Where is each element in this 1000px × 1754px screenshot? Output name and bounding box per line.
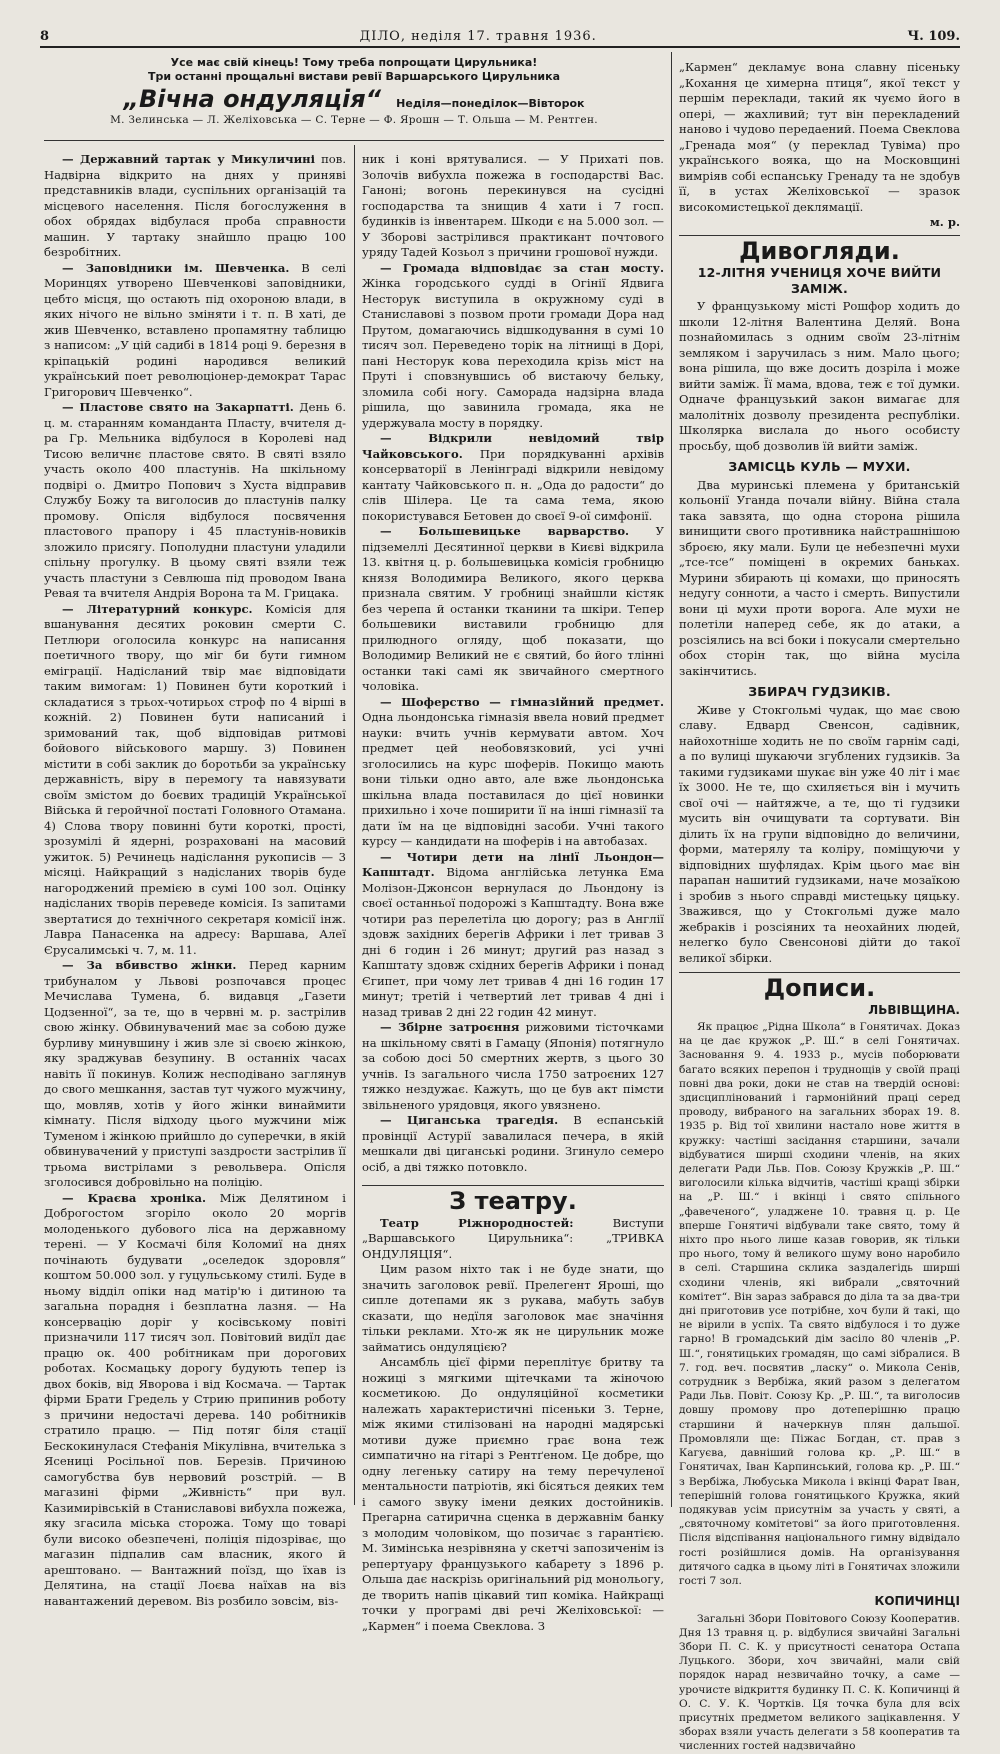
- news-item: — Большевицьке варварство. У підземеллі Десятинної церкви в Києві відкрила 13. квітня ц. р. большевицька комісія гробницю князя Володимира Великого, якого церква признала святим. У гробниці знайшли кістяк без черепа й останки тканини та шкіри. Тепер большевики виставили гробницю для прилюдного огляду, щоб показати, що Володимир Великий не є святий, бо його тлінні останки такі самі як звичайного смертного чоловіка.: [362, 524, 664, 693]
- news-item: — Краєва хроніка. Між Делятином і Доброгостом згоріло около 20 моргів молоденького дубового ліса на державному терені. — У Космачі біля Коломиї на днях почінають будувати „оселедок здоровля“ коштом 50.000 зол. у гуцульському стилі. Буде в ньому відділ опіки над матір'ю і дитиною та загальна порадня і безплатна лазня. — На консервацію доріг у косівському повіті призначили 117 тисяч зол. Повітовий видїл дає працю ок. 400 робітникам при дорогових роботах. Космацьку дорогу будують тепер із двох боків, від Яворова і від Космача. — Тартак фірми Брати Гредель у Стрию припинив роботу з причини недостачі дерева. 140 робітників стратило працю. — Під потяг біля стації Бескокинулася Стефанія Мікулівна, вчителька з Ясениці Росільної пов. Березів. Причиною самогубства був нервовий розстрій. — В магазині фірми „Живність“ при вул. Казимирівській в Станиславові вибухла пожежа, яку згасила міська сторожа. Тому що товарі були високо обезпечені, поліція підозріває, що магазин підпалив сам власник, якого й арештовано. — Вантажний поїзд, що їхав із Делятина, на стації Лоєва наїхав на віз навантажений деревом. Віз розбило зовсім, віз-: [44, 1190, 347, 1608]
- news-item: — Літературний конкурс. Комісія для вшанування десятих роковин смерти С. Петлюри оголосила конкурс на написання поетичного твору, що міг би бути гимном еміграції. Надісланий твір має відповідати таким вимогам: 1) Повинен бути короткий і складатися з трьох-чотирьох строф по 4 вірші в кожній. 2) Повинен бути написаний і зримований так, щоб відповідав ритмові бойового військового маршу. 3) Повинен містити в собі заклик до боротьби за українську державність, віру в перемогу та навязувати своїм змістом до боєвих традицій Української Війська й геройчної постаті Головного Отамана. 4) Слова твору повинні бути короткі, прості, зрозумілі й ядерні, розраховані на масовий ужиток. 5) Речинець надіслання рукописів — 3 місяці. Найкращий з надісланих творів буде нагороджений премією в сумі 100 зол. Оцінку надісланих творів переведе комісія. Із запитами звертатися до технічного секретаря комісії інж. Лавра Панасенка на адресу: Варшава, Алеї Єрусалимські ч. 7, м. 11.: [44, 601, 346, 957]
- news-item: — Заповідники ім. Шевченка. В селі Моринцях утворено Шевченкові заповідники, цебто місця, що остають під охороною влади, в яких нічого не вільно зміняти і т. п. В хаті, де жив Шевченко, вставлено пропамятну таблицю з написом: „У цій садибі в 1814 році 9. березня в кріпацькій родині народився великий український поет революціонер-демократ Тарас Григорович Шевченко“.: [44, 260, 347, 399]
- theatre-intro: Театр Ріжнородностей: Виступи „Варшавського Цирульника“: „ТРИВКА ОНДУЛЯЦІЯ“.: [362, 1215, 664, 1261]
- ad-title: „Вічна ондуляція“: [123, 85, 382, 113]
- column-3: [679, 60, 960, 1753]
- news-item: — Державний тартак у Микуличині пов. Надвірна відкрито на днях у приняві представників влади, суспільних організацій та місцевого населення. Після богослуження в обох обрядах відбулася проба справности машин. У тартаку знайшло працю 100 безробітних.: [44, 152, 346, 259]
- news-item: — Циганська трагедія. В еспанській провінції Астурії завалилася печера, в якій мешкали дві циганські родини. Згинуло семеро осіб, а двi тяжко потовкло.: [362, 1113, 665, 1174]
- theatre-heading: З театру.: [362, 1185, 664, 1210]
- news-item: — Громада відповідає за стан мосту. Жінка городського судді в Огінії Ядвига Несторук виступила в окружному суді в Станиславові з позвом проти громади Дора над Прутом, домагаючись відшкодування в сумі 10 тисяч зол. Переведено торік на літнищі в Дорі, пані Несторук кова переходила крізь міст на Пруті і сповзнувшись об вистаючу бельку, зломила собі ногу. Саморада надзірна влада рішила, що завинила громада, яка не удержувала мосту в порядку.: [362, 260, 664, 430]
- column-rule-2: [671, 52, 672, 1507]
- news-item: — Відкрили невідомий твір Чайковського. При порядкуванні архівів консерваторії в Ленінграді відкрили невідому кантату Чайковського п. н. „Ода до радости“ до слів Шілера. Це та сама тема, якою покористувався Бетовен до своєї 9-ої симфонії.: [362, 431, 664, 523]
- dopysy-text: Як працює „Рідна Школа“ в Гонятичах. Доказ на це дає кружок „Р. Ш.“ в селі Гонятичах. Засновання 9. 4. 1933 р., мусів поборювати багато всяких перепон і труднощів у своїй праці повні два роки, доки не став на твердій основі: здисциплінований і гармонійний праці серед проводу, вибраного на загальних зборах 19. 8. 1935 р. Від тої хвилини настало нове життя в кружку: частіші засідання старшини, зачали відбуватися ширші сходини членів, на яких делегати Ради Льв. Пов. Союзу Кружків „Р. Ш.“ виголосили кілька відчитів, частіші кращі збірки на „Р. Ш.“ і вкінці і свято спільного „фавеченого“, уладжене 10. травня ц. р. Це вперше Гонятичі відбували таке свято, тому й ніхто про нього лише казав говорив, як тільки про нього, тому й великого шуму воно наробило в селі. Старшина склика заздалегідь ширші сходини членів, які вибрали „святочний комітет“. Він зараз забрався до діла та за два-три дні приготовив усе потрібне, хоч були й такі, що не вірили в успіх. Та свято відбулося і то дуже гарно! В громадський дім засіло 80 членів „Р. Ш.“, гонятицьких громадян, що самі зібралися. В 7. год. веч. посвятив „ласку“ о. Микола Сенів, сотрудник з Вербіжа, який разом з делегатом Ради Льв. Повіт. Союзу Кр. „Р. Ш.“, та виголосив довшу промову про дотеперішню працю старшини й начеркнув плян дальшої. Промовляли ще: Піжас Богдан, ст. прав з Кагуєва, давніший голова кр. „Р. Ш.“ в Гонятичах, Іван Карпинський, голова кр. „Р. Ш.“ з Вербіжа, Любуська Микола і вкінці Фарат Іван, теперішній голова гонятицького Кружка, який подякував усім присутнім за участь у святі, а „святочному комітетові“ за його приготовлення. Після відспівання національного гимну відвідало гості розійшлися домів. На організування дитячого садка в цьому літі в Гонятичах зложили гості 7 зол.: [679, 1021, 960, 1587]
- ad-title-row: [44, 85, 664, 113]
- column-2: [362, 152, 665, 1633]
- ad-days: Неділя—понеділок—Вівторок: [396, 97, 585, 110]
- dopysy-text: Загальні Збори Повітового Союзу Кооператив. Дня 13 травня ц. р. відбулися звичайні Загальні Збори П. С. К. у присутності сенатора Остапа Луцького. Збори, хоч звичайні, мали свій порядок нарад незвичайно точку, а саме — урочисте відкриття будинку П. С. К. Копичинці й О. С. У. К. Чортків. Ця точка була для всіх присутніх предметом великого зацікавлення. У зборах взяли участь делегати з 58 кооператив та численних гостей надзвичайно: [679, 1612, 960, 1753]
- theatre-continuation: „Кармен“ декламує вона славну пісеньку „Кохання це химерна птиця“, якої текст у першім переклади, такий як чуємо його в опері, — жахливий; тут він перекладений наново і чудово передаений. Поема Свеклова „Гренада моя“ (у переклад Тувіма) про українського вояка, що на Московщині вимріяв собі еспанську Гренаду та не здобув її, в устах Желіховської — зразок високомистецької деклямації.: [679, 60, 960, 214]
- divohlyady-item-title: 12-ЛІТНЯ УЧЕНИЦЯ ХОЧЕ ВИЙТИ ЗАМІЖ.: [697, 265, 942, 296]
- masthead-rule: [40, 46, 960, 48]
- masthead-title: ДІЛО, неділя 17. травня 1936.: [359, 28, 597, 44]
- ad-line-2: Три останні прощальні вистави ревії Варшарського Цирульника: [147, 70, 561, 83]
- news-item: — Збірне затроєння рижовими тісточками на шкільному святі в Гамацу (Японія) потягнуло за собою досі 50 смертних жертв, з цього 30 учнів. Із загального числа 1750 затроєних 127 тяжко нездужає. Кажуть, що це був акт пімсти звільненого урядовця, якого увязнено.: [362, 1020, 665, 1112]
- news-item: — Шоферство — гімназійний предмет. Одна льондонська гімназія ввела новий предмет науки: вчить учнів кермувати автом. Хоч предмет цей необовязковий, усі учні зголосились на курс шоферів. Покищо мають вони тільки одно авто, але вже льондонська шкільна влада поставилася до цієї новинки прихильно і хоче поширити її на інші гімназії та дати їм на це відповідні засоби. Учні такого курсу — кандидати на шоферів і на автобазах.: [362, 694, 664, 848]
- page-number: 8: [40, 28, 50, 44]
- divohlyady-heading: Дивогляди.: [679, 235, 960, 260]
- news-item: — Пластове свято на Закарпатті. День 6. ц. м. старанням команданта Пласту, вчителя д-ра Гр. Мельника відбулося в Королеві над Тисою величнє пластове свято. В святі взяло участь около 400 пластунів. На шкільному подвірі о. Дмитро Попович з Хуста відправив Службу Божу та виголосив до пластунів палку промову. Опісля відбулося посвячення пластового прапору і 45 пластунів-новиків зложило присягу. Пополудни пластуни уладили спільну прогулку. В цьому святі взяли теж участь пластуни з Севлюша під проводом Івана Ревая та вчителя Андрія Ворона та М. Грицака.: [44, 400, 347, 600]
- theatre-paragraph: Цим разом ніхто так і не буде знати, що значить заголовок ревії. Прелегент Ярошi, що сипле дотепами як з рукава, мабуть забув сказати, що недїля заголовок має значіння тільки реклами. Хто-ж як не цирульник може займатись ондуляцією?: [362, 1262, 664, 1354]
- ad-bottom-rule: [44, 140, 664, 141]
- ad-line-1: Усе має свій кінець! Тому треба попрощати Цирульника!: [170, 56, 538, 69]
- theatre-paragraph: Ансамбль цієї фірми переплітує бритву та ножиці з мягкими щітечками та жіночою косметикою. До ондуляційної косметики належать характеристичні пісеньки З. Терне, між якими стилізовані на народні мадярські мотиви дуже приємно грає вона теж симпатично на гітарі з Рентґеном. Це добре, що одну легеньку сатиру на тему перечуленої ментальности патріотів, які бісяться деяких тем і самого звуку імени деяких достойників. Прегарна сатирична сценка в державнім банку з молодим чоловіком, що позичає з гарантією. М. Зимінська незрівняна у скетчі запозиченім із репертуару французького кабарету з 1896 р. Ольша дає наскрізь оригінальний рід монольогу, де творить напів цікавий тип коміка. Найкращі точки у програмі дві речі Желіховської: — „Кармен“ і поема Свеклова. З: [362, 1355, 664, 1633]
- column-rule-1: [354, 145, 355, 1505]
- divohlyady-item-title: ЗАМІСЦЬ КУЛЬ — МУХИ.: [728, 459, 911, 474]
- dopysy-place: ЛЬВІВЩИНА.: [868, 1002, 960, 1017]
- divohlyady-item-title: ЗБИРАЧ ГУДЗИКІВ.: [748, 684, 891, 699]
- dopysy-place: КОПИЧИНЦІ: [874, 1594, 960, 1609]
- ad-cast: М. Зелинська — Л. Желіховська — С. Терне — Ф. Ярошн — Т. Ольша — М. Рентген.: [110, 114, 598, 126]
- news-item: — За вбивство жінки. Перед карним трибуналом у Львові розпочався процес Мечислава Тумена, б. видавця „Газети Цодзенної“, за те, що в червні м. р. застрілив свою жінку. Обвинувачений має за собою дуже бурливу минувшину і жив зле зі своєю жінкою, яку зраджував безупину. В останніх часах навіть її покинув. Колиж несподівано заглянув до свого мешкання, застав тут чужого мужчину, що, мовляв, хотів у його жінки винаймити кімнату. Після відходу цього мужчини між Туменом і жінкою прийшло до суперечки, в якій обвинувачений у приступі заздрости застрілив її трьома вистрілами з револьвера. Опісля зголосився добровільно на поліцію.: [44, 958, 347, 1189]
- column-1: [44, 152, 347, 1608]
- divohlyady-item-text: Два муринські племена у британській кольонії Уганда почали війну. Війна стала така завзята, що одна сторона рішила винищити свого противника найстрашнішою зброєю, яку мали. Були це небезпечні мухи „тсе-тсе“ поміщені в окремих баньках. Мурини збирають ці комахи, що приносять недугу сонноти, а часто і смерть. Випустили вони ці мухи проти ворога. Але мухи не полетіли наперед себе, як до атаки, а розсіялись на всі боки і покусали смертельно обох сторін так, що війна мусіла закінчитись.: [679, 477, 960, 678]
- news-item: — Чотири дети на лінії Льондон—Капштадт. Відома англійська летунка Ема Молізон-Джонсон вернулася до Льондону із своєї останньої подорожі з Капштадту. Вона вже чотири раз перелетіла цю дорогу; раз в Англії здовж західних берегів Африки і лет тривав 3 дні 6 годин і 26 минут; другий раз назад з Капштату здовж східних берегів Африки і понад Єгипет, при чому лет тривав 4 дні 16 годин 17 минут; третій і четвертий лет тривав 4 дні і назад тривав 2 дні 22 годин 42 минут.: [362, 849, 664, 1019]
- news-item: ник і коні врятувалися. — У Прихаті пов. Золочів вибухла пожежа в господарстві Вас. Ганоні; вогонь перекинувся на сусідні господарства та знищив 4 хати і 7 госп. будинків із інвентарем. Шкоди є на 5.000 зол. — У Зборові застрілився практикант почтового уряду Тадей Козьол з причини грошової нужди.: [362, 152, 664, 259]
- issue-number: Ч. 109.: [907, 28, 960, 44]
- article-signature: м. р.: [929, 215, 960, 229]
- divohlyady-item-text: Живе у Стокгольмі чудак, що має свою славу. Едвард Свенсон, садівник, найохотніше ходить не по своїм гарнім саді, а по вулиці шукаючи згублених гудзиків. За такими гудзиками шукає він уже 40 літ і має їх 3000. Не те, що схиляється він і мучить свої очі — найтяжче, а те, що ті гудзики мусить він очищувати та сортувати. Він ділить їх на групи відповідно до величини, форми, матерялу та коліру, поміщуючи у відповідних шуфлядах. Крім цього має він парапан нашитий гудзиками, наче мозаїкою і зробив з нього справді мистецьку цяцьку. Зважився, що у Стокгольмі дуже мало жебраків і розсіяних та неохайних людей, нелегко було Свенсонові дійти до такої великої збірки.: [679, 702, 960, 965]
- dopysy-heading: Дописи.: [679, 972, 960, 997]
- masthead: [40, 26, 960, 46]
- divohlyady-item-text: У французькому місті Рошфор ходить до школи 12-літня Валентина Деляй. Вона познайомилась з одним своїм 23-літнім земляком і заручилась з ним. Мало цього; вона рішила, що вже досить дозріла і може вийти заміж. Її мама, вдова, теж є тої думки. Одначе французький закон вимагає для малолітніх дозволу президента республіки. Школярка вислала до нього особисту просьбу, щоб дозволив їй вийти заміж.: [679, 299, 960, 453]
- theatre-advertisement: [44, 56, 664, 126]
